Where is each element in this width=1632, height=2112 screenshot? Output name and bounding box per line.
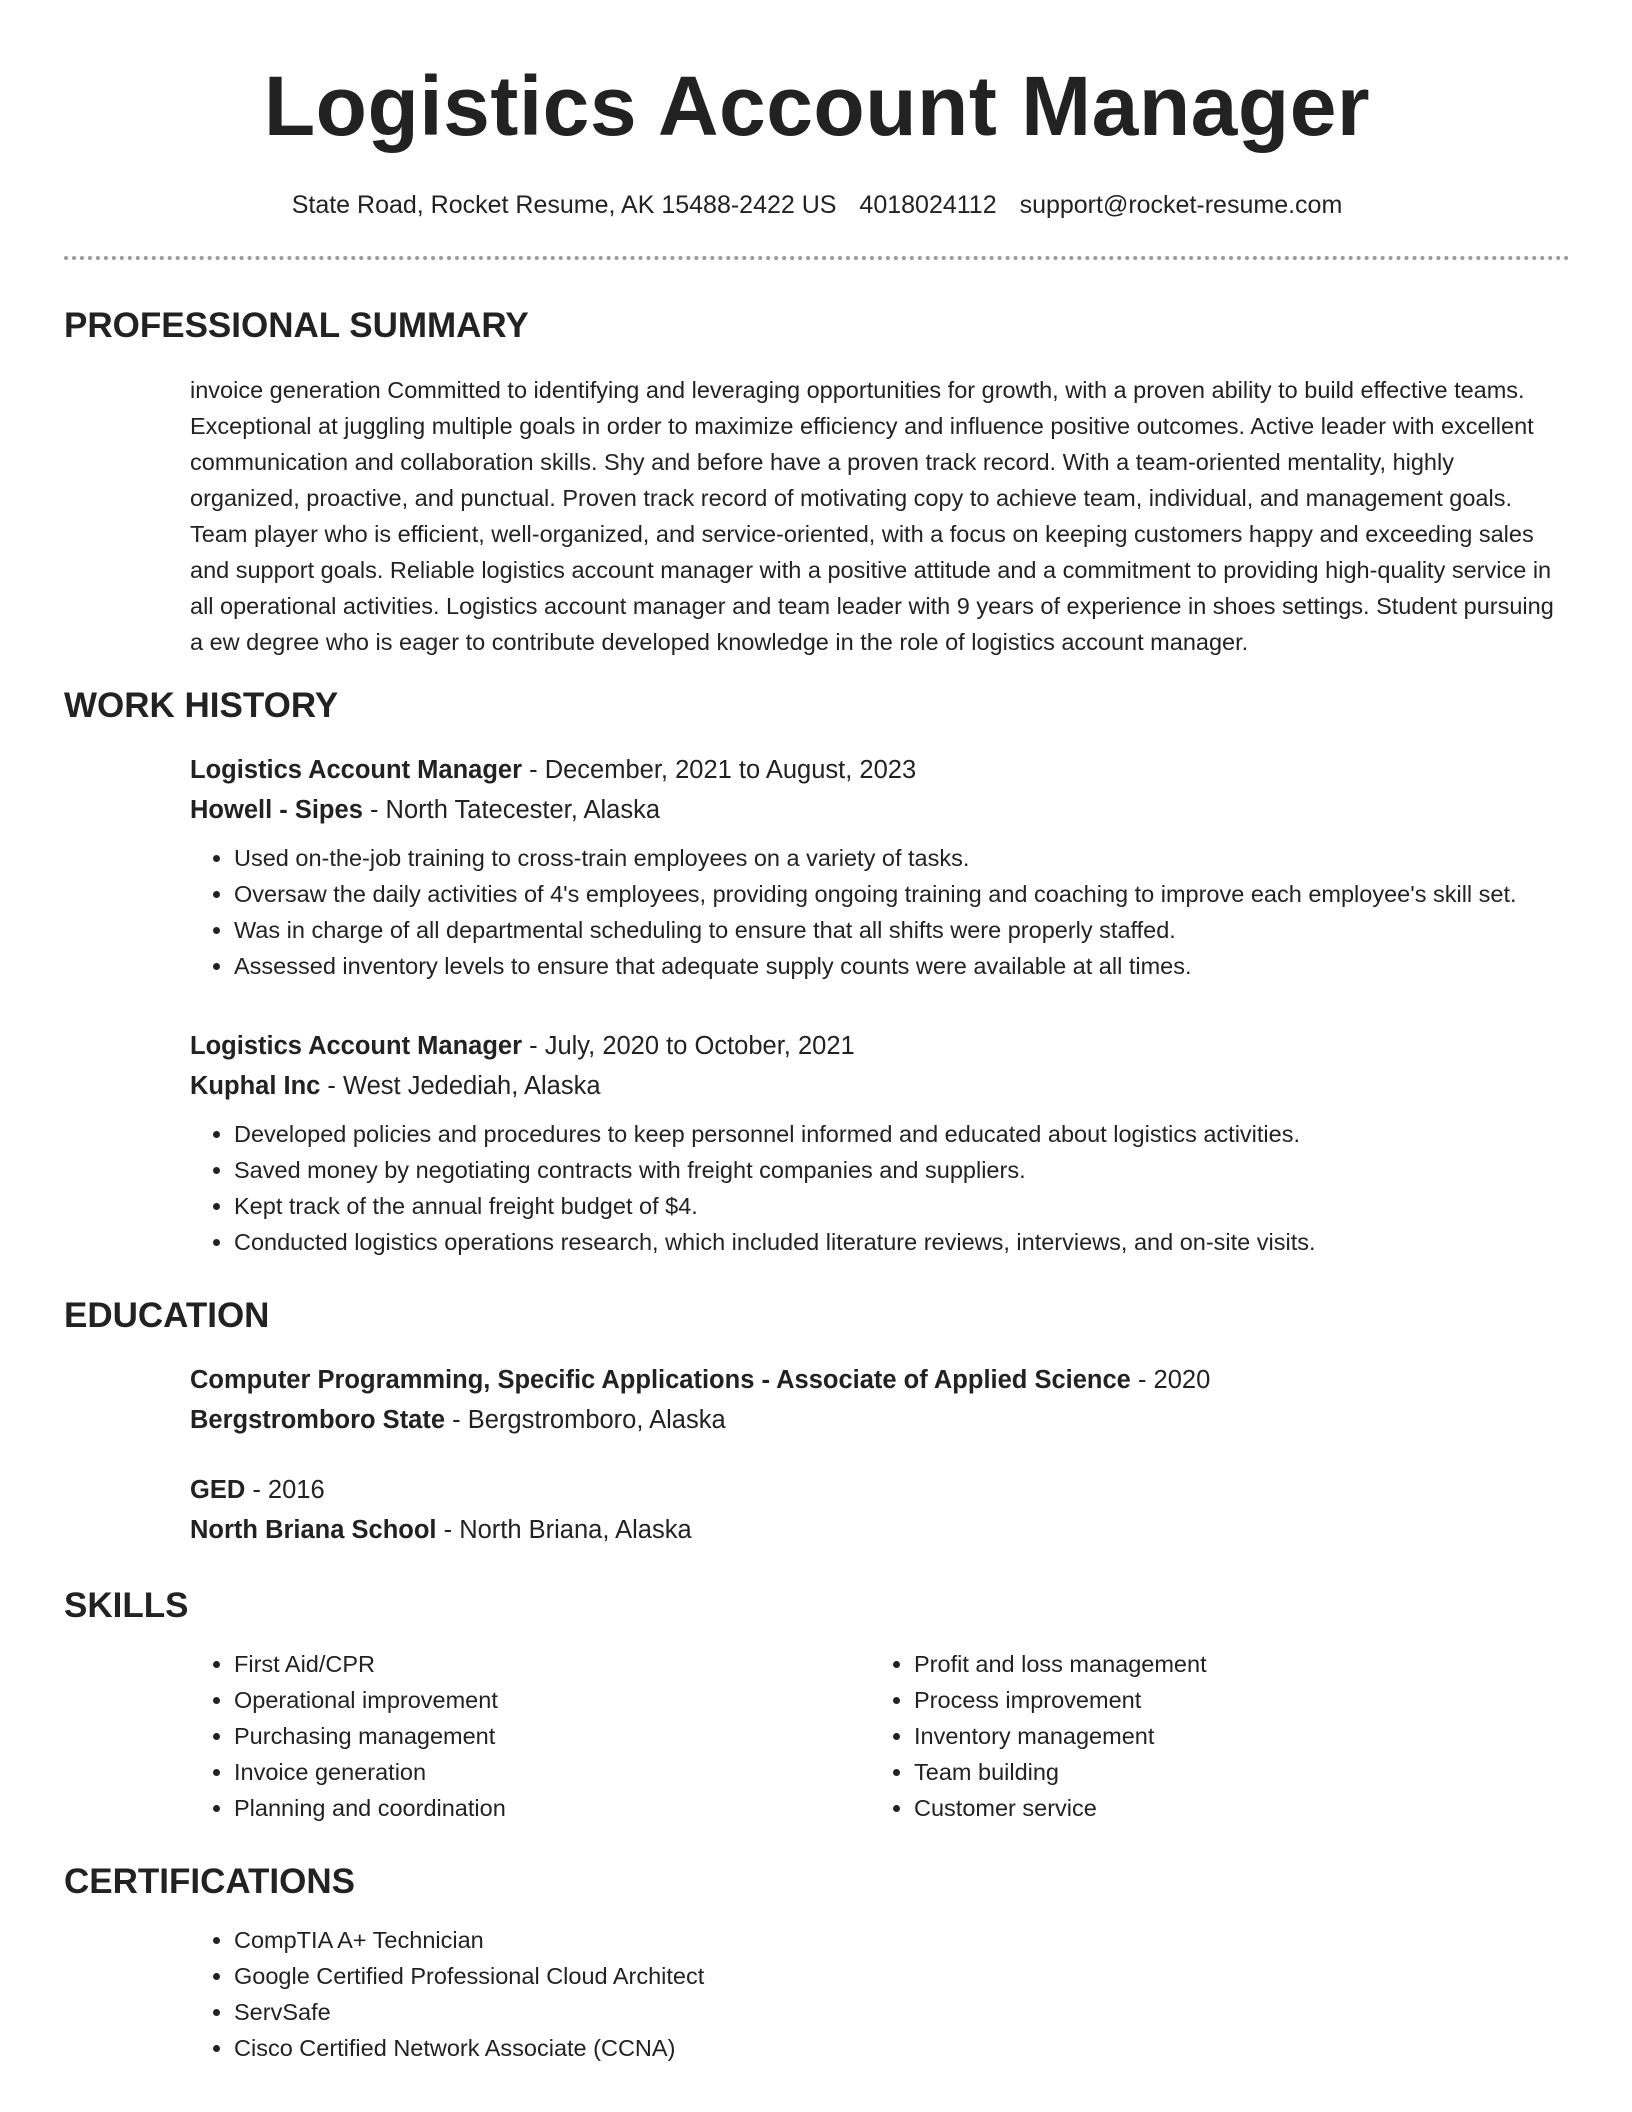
skill-item: • Operational improvement: [234, 1682, 870, 1718]
job-company-line: [190, 790, 1570, 830]
job-entry: [190, 1026, 1570, 1260]
certification-item: • ServSafe: [234, 1994, 1570, 2030]
job-location: - North Tatecester, Alaska: [362, 796, 661, 824]
certification-item: • Google Certified Professional Cloud Architect: [234, 1958, 1570, 1994]
skill-item: • Invoice generation: [234, 1754, 870, 1790]
skills-grid: [190, 1646, 1570, 1826]
job-bullets: [190, 840, 1570, 984]
job-role: Logistics Account Manager: [190, 756, 523, 784]
job-dates: - July, 2020 to October, 2021: [522, 1032, 855, 1060]
education: [190, 1360, 1570, 1550]
job-bullet: • Assessed inventory levels to ensure that adequate supply counts were available at all times.: [234, 948, 1570, 984]
skill-item: • Team building: [914, 1754, 1550, 1790]
job-bullet: • Developed policies and procedures to keep personnel informed and educated about logistics activities.: [234, 1116, 1570, 1152]
summary-heading: PROFESSIONAL SUMMARY: [64, 306, 529, 345]
certification-item: • Cisco Certified Network Associate (CCNA): [234, 2030, 1570, 2066]
job-title-line: [190, 1026, 1570, 1066]
job-dates: - December, 2021 to August, 2023: [522, 756, 917, 784]
job-bullets: [190, 1116, 1570, 1260]
skills-column-right: [870, 1646, 1550, 1826]
skill-item: • Inventory management: [914, 1718, 1550, 1754]
resume-name: Logistics Account Manager: [263, 59, 1371, 153]
school-location: - Bergstromboro, Alaska: [445, 1406, 726, 1434]
job-role: Logistics Account Manager: [190, 1032, 523, 1060]
resume-page: [64, 0, 1570, 2066]
degree-name: Computer Programming, Specific Applications - Associate of Applied Science: [190, 1366, 1131, 1394]
school-name: North Briana School: [190, 1516, 437, 1544]
skills-column-left: [190, 1646, 870, 1826]
education-heading: EDUCATION: [64, 1296, 270, 1335]
degree-year: - 2016: [245, 1476, 325, 1504]
skill-item: • Profit and loss management: [914, 1646, 1550, 1682]
job-company: Howell - Sipes: [190, 796, 363, 824]
skill-item: • Purchasing management: [234, 1718, 870, 1754]
education-entry: [190, 1470, 1570, 1550]
contact-line: [64, 188, 1570, 222]
job-bullet: • Was in charge of all departmental scheduling to ensure that all shifts were properly staffed.: [234, 912, 1570, 948]
school-name: Bergstromboro State: [190, 1406, 446, 1434]
header-divider: [64, 256, 1570, 260]
contact-address: State Road, Rocket Resume, AK 15488-2422 US: [291, 191, 837, 219]
job-bullet: • Saved money by negotiating contracts with freight companies and suppliers.: [234, 1152, 1570, 1188]
summary-text: invoice generation Committed to identifying and leveraging opportunities for growth, with a proven ability to build effective teams. Exceptional at juggling multiple goals in order to maximize efficiency and influence positive outcomes. Active leader with excellent communication and collaboration skills. Shy and before have a proven track record. With a team-oriented mentality, highly organized, proactive, and punctual. Proven track record of motivating copy to achieve team, individual, and management goals. Team player who is efficient, well-organized, and service-oriented, with a focus on keeping customers happy and exceeding sales and support goals. Reliable logistics account manager with a positive attitude and a commitment to providing high-quality service in all operational activities. Logistics account manager and team leader with 9 years of experience in shoes settings. Student pursuing a ew degree who is eager to contribute developed knowledge in the role of logistics account manager.: [190, 377, 1554, 655]
certifications-list: [190, 1922, 1570, 2066]
job-entry: [190, 750, 1570, 984]
skill-item: • Customer service: [914, 1790, 1550, 1826]
job-bullet: • Kept track of the annual freight budget of $4.: [234, 1188, 1570, 1224]
work-history-heading: WORK HISTORY: [64, 686, 339, 725]
contact-email: support@rocket-resume.com: [1019, 191, 1343, 219]
degree-line: [190, 1470, 1570, 1510]
degree-name: GED: [190, 1476, 246, 1504]
job-company-line: [190, 1066, 1570, 1106]
education-entry: [190, 1360, 1570, 1440]
degree-line: [190, 1360, 1570, 1400]
job-bullet: • Used on-the-job training to cross-train employees on a variety of tasks.: [234, 840, 1570, 876]
school-location: - North Briana, Alaska: [436, 1516, 692, 1544]
job-company: Kuphal Inc: [190, 1072, 321, 1100]
certifications-heading: CERTIFICATIONS: [64, 1862, 356, 1901]
certification-item: • CompTIA A+ Technician: [234, 1922, 1570, 1958]
school-line: [190, 1510, 1570, 1550]
job-location: - West Jedediah, Alaska: [320, 1072, 601, 1100]
degree-year: - 2020: [1130, 1366, 1211, 1394]
job-bullet: • Conducted logistics operations research, which included literature reviews, interviews, and on-site visits.: [234, 1224, 1570, 1260]
school-line: [190, 1400, 1570, 1440]
job-bullet: • Oversaw the daily activities of 4's employees, providing ongoing training and coaching to improve each employee's skill set.: [234, 876, 1570, 912]
skill-item: • First Aid/CPR: [234, 1646, 870, 1682]
skill-item: • Process improvement: [914, 1682, 1550, 1718]
contact-phone: 4018024112: [859, 191, 997, 219]
skills-heading: SKILLS: [64, 1586, 189, 1625]
skill-item: • Planning and coordination: [234, 1790, 870, 1826]
work-history: [190, 750, 1570, 1260]
job-title-line: [190, 750, 1570, 790]
